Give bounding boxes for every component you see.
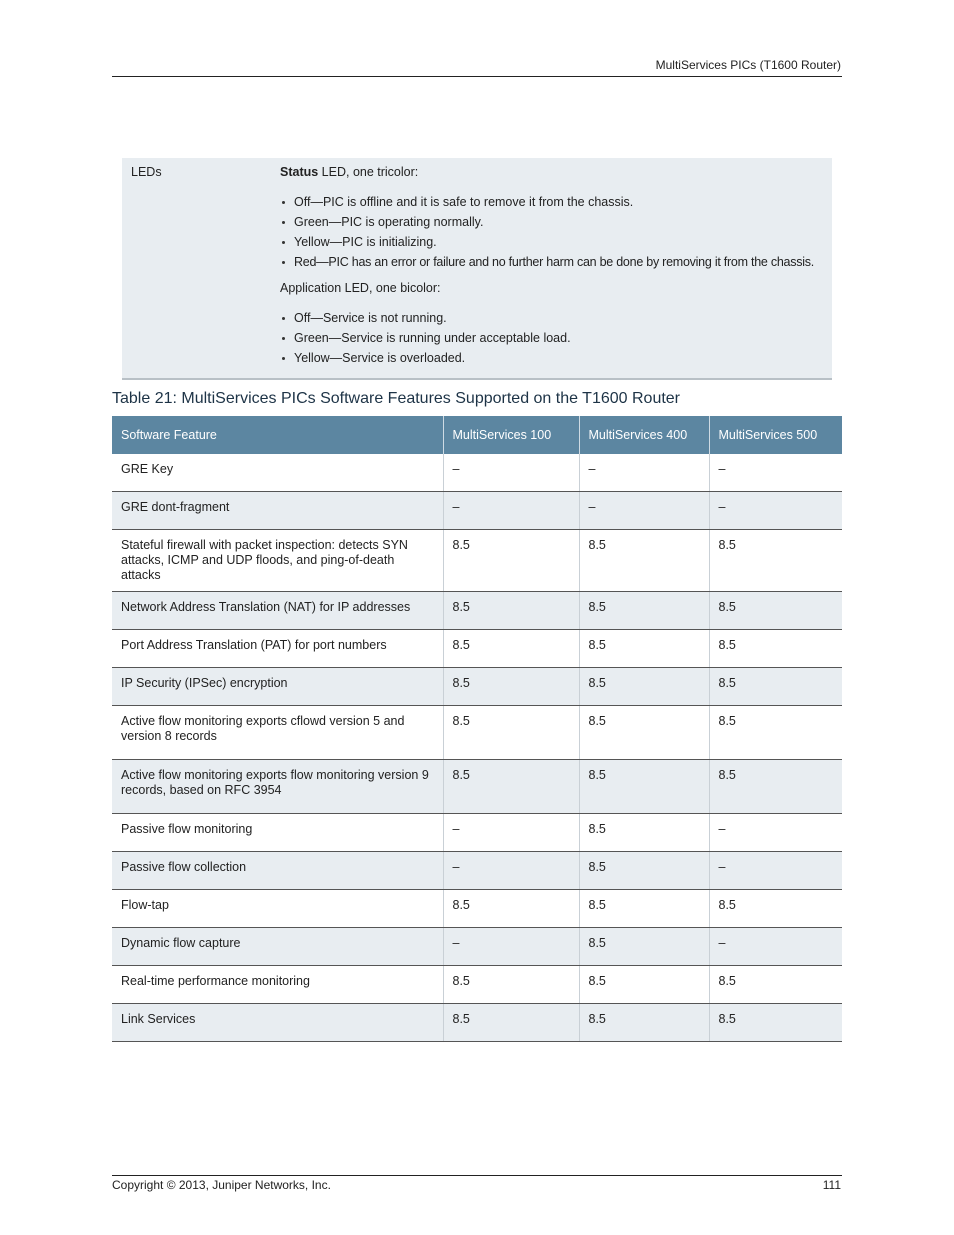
application-led-list: [280, 311, 832, 371]
status-led-item: Green—PIC is operating normally.: [280, 215, 832, 235]
features-table: [112, 416, 842, 1042]
table-row: [112, 454, 842, 492]
footer-rule: [112, 1175, 842, 1176]
version-cell: 8.5: [579, 530, 709, 592]
version-cell: 8.5: [579, 814, 709, 852]
version-cell: 8.5: [579, 966, 709, 1004]
feature-cell: Passive flow collection: [112, 852, 443, 890]
feature-cell: GRE Key: [112, 454, 443, 492]
feature-cell: IP Security (IPSec) encryption: [112, 668, 443, 706]
version-cell: 8.5: [579, 706, 709, 760]
column-header: MultiServices 100: [443, 416, 579, 454]
version-cell: 8.5: [443, 630, 579, 668]
led-row-label: LEDs: [131, 165, 162, 179]
led-row-content: [280, 165, 832, 371]
feature-cell: Real-time performance monitoring: [112, 966, 443, 1004]
version-cell: –: [709, 454, 842, 492]
footer-copyright: Copyright © 2013, Juniper Networks, Inc.: [112, 1178, 331, 1192]
version-cell: 8.5: [443, 966, 579, 1004]
version-cell: 8.5: [579, 760, 709, 814]
version-cell: 8.5: [709, 890, 842, 928]
version-cell: 8.5: [443, 706, 579, 760]
table-row: [112, 814, 842, 852]
version-cell: 8.5: [709, 966, 842, 1004]
table-row: [112, 890, 842, 928]
led-spec-box: [122, 158, 832, 380]
version-cell: –: [443, 852, 579, 890]
table-row: [112, 760, 842, 814]
table-row: [112, 928, 842, 966]
table-caption: Table 21: MultiServices PICs Software Features Supported on the T1600 Router: [112, 390, 681, 407]
feature-cell: Dynamic flow capture: [112, 928, 443, 966]
application-led-item: Off—Service is not running.: [280, 311, 832, 331]
table-row: [112, 1004, 842, 1042]
version-cell: 8.5: [709, 706, 842, 760]
version-cell: 8.5: [579, 592, 709, 630]
version-cell: 8.5: [443, 1004, 579, 1042]
feature-cell: Passive flow monitoring: [112, 814, 443, 852]
version-cell: –: [579, 492, 709, 530]
status-led-item: Red—PIC has an error or failure and no further harm can be done by removing it from the chassis.: [280, 255, 832, 275]
version-cell: 8.5: [443, 890, 579, 928]
status-bold: Status: [280, 165, 319, 179]
version-cell: 8.5: [709, 668, 842, 706]
status-led-item: Yellow—PIC is initializing.: [280, 235, 832, 255]
table-row: [112, 668, 842, 706]
feature-cell: GRE dont-fragment: [112, 492, 443, 530]
header-rule: [112, 76, 842, 77]
version-cell: 8.5: [443, 530, 579, 592]
status-intro-rest: LED, one tricolor:: [318, 165, 419, 179]
version-cell: –: [709, 492, 842, 530]
column-header: MultiServices 500: [709, 416, 842, 454]
application-led-item: Green—Service is running under acceptable load.: [280, 331, 832, 351]
status-led-list: [280, 195, 832, 275]
feature-cell: Flow-tap: [112, 890, 443, 928]
feature-cell: Network Address Translation (NAT) for IP addresses: [112, 592, 443, 630]
version-cell: 8.5: [443, 592, 579, 630]
feature-cell: Active flow monitoring exports cflowd version 5 and version 8 records: [112, 706, 443, 760]
version-cell: 8.5: [579, 852, 709, 890]
table-row: [112, 966, 842, 1004]
column-header: MultiServices 400: [579, 416, 709, 454]
feature-cell: Link Services: [112, 1004, 443, 1042]
table-header-row: [112, 416, 842, 454]
version-cell: 8.5: [709, 530, 842, 592]
version-cell: –: [443, 814, 579, 852]
version-cell: 8.5: [579, 630, 709, 668]
feature-cell: Port Address Translation (PAT) for port numbers: [112, 630, 443, 668]
feature-cell: Stateful firewall with packet inspection: detects SYN attacks, ICMP and UDP floods, and ping-of-death attacks: [112, 530, 443, 592]
application-led-intro: Application LED, one bicolor:: [280, 281, 441, 295]
version-cell: 8.5: [443, 668, 579, 706]
version-cell: 8.5: [579, 668, 709, 706]
page-number: 111: [822, 1178, 841, 1192]
table-row: [112, 630, 842, 668]
application-led-item: Yellow—Service is overloaded.: [280, 351, 832, 371]
table-row: [112, 592, 842, 630]
feature-cell: Active flow monitoring exports flow monitoring version 9 records, based on RFC 3954: [112, 760, 443, 814]
status-led-intro: [280, 165, 832, 179]
version-cell: –: [443, 928, 579, 966]
version-cell: –: [443, 454, 579, 492]
version-cell: 8.5: [579, 1004, 709, 1042]
version-cell: –: [709, 928, 842, 966]
version-cell: 8.5: [709, 1004, 842, 1042]
version-cell: 8.5: [443, 760, 579, 814]
version-cell: 8.5: [579, 928, 709, 966]
status-led-item: Off—PIC is offline and it is safe to remove it from the chassis.: [280, 195, 832, 215]
running-header-title: MultiServices PICs (T1600 Router): [655, 58, 841, 72]
version-cell: 8.5: [709, 760, 842, 814]
column-header: Software Feature: [112, 416, 443, 454]
table-row: [112, 492, 842, 530]
version-cell: –: [709, 814, 842, 852]
version-cell: –: [579, 454, 709, 492]
table-row: [112, 706, 842, 760]
table-row: [112, 530, 842, 592]
version-cell: 8.5: [579, 890, 709, 928]
version-cell: –: [709, 852, 842, 890]
version-cell: 8.5: [709, 630, 842, 668]
table-row: [112, 852, 842, 890]
version-cell: –: [443, 492, 579, 530]
version-cell: 8.5: [709, 592, 842, 630]
